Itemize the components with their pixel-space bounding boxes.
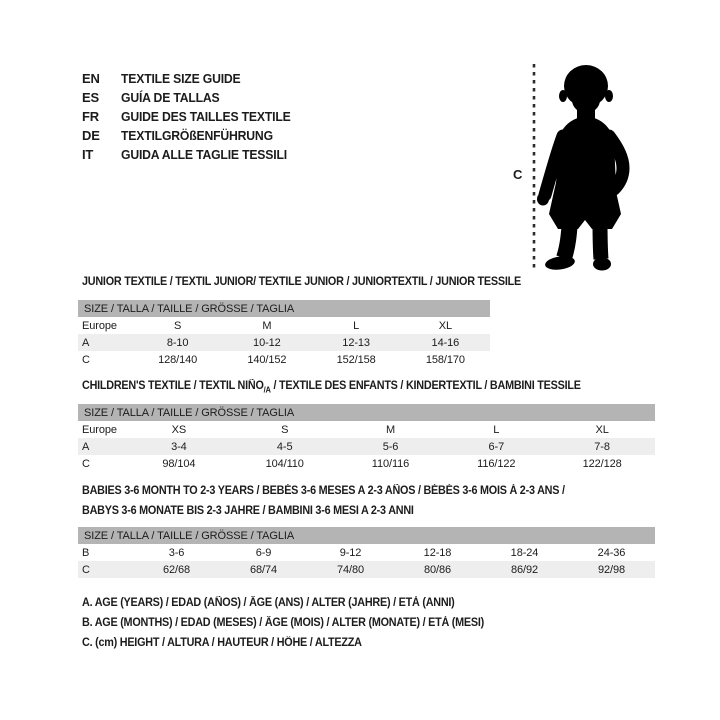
size-cell: XL bbox=[438, 319, 452, 332]
table-row bbox=[78, 334, 490, 351]
babies-table-title bbox=[82, 481, 596, 521]
children-title-pre: CHILDREN'S TEXTILE / TEXTIL NIÑO bbox=[82, 380, 264, 392]
size-cell: 128/140 bbox=[158, 353, 198, 366]
size-cell: 158/170 bbox=[425, 353, 465, 366]
table-row bbox=[78, 455, 655, 472]
size-cell: 10-12 bbox=[253, 336, 281, 349]
size-cell: 12-13 bbox=[342, 336, 370, 349]
table-row bbox=[78, 300, 490, 317]
babies-size-table bbox=[78, 527, 655, 578]
language-label: TEXTILE SIZE GUIDE bbox=[121, 71, 241, 86]
size-cell: 3-4 bbox=[171, 440, 187, 453]
size-cell: 62/68 bbox=[162, 563, 191, 576]
children-table-title bbox=[82, 376, 613, 400]
size-cell: 152/158 bbox=[336, 353, 376, 366]
size-cell: XL bbox=[595, 423, 609, 436]
size-header-bar: SIZE / TALLA / TAILLE / GRÖSSE / TAGLIA bbox=[78, 404, 655, 421]
language-row bbox=[82, 69, 301, 88]
row-label-cell: C bbox=[82, 457, 90, 470]
size-cell: 8-10 bbox=[166, 336, 189, 349]
size-cell: 18-24 bbox=[510, 546, 539, 559]
language-list bbox=[82, 69, 301, 164]
size-cell: 74/80 bbox=[336, 563, 365, 576]
junior-table-title-text: JUNIOR TEXTILE / TEXTIL JUNIOR/ TEXTILE JUNIOR / JUNIORTEXTIL / JUNIOR TESSILE bbox=[82, 276, 521, 288]
row-label-cell: Europe bbox=[82, 423, 117, 436]
children-size-table bbox=[78, 404, 655, 472]
legend-line-b: B. AGE (MONTHS) / EDAD (MESES) / ÂGE (MOIS) / ALTER (MONATE) / ETÀ (MESI) bbox=[82, 617, 485, 629]
size-cell: 68/74 bbox=[249, 563, 278, 576]
row-label-cell: B bbox=[82, 546, 90, 559]
size-cell: 24-36 bbox=[597, 546, 626, 559]
child-silhouette-figure bbox=[500, 48, 670, 274]
size-cell: 6-9 bbox=[255, 546, 272, 559]
language-row bbox=[82, 107, 301, 126]
children-title-post: / TEXTILE DES ENFANTS / KINDERTEXTIL / BAMBINI TESSILE bbox=[270, 380, 581, 392]
size-header-bar: SIZE / TALLA / TAILLE / GRÖSSE / TAGLIA bbox=[78, 300, 490, 317]
size-cell: L bbox=[493, 423, 500, 436]
table-row bbox=[78, 421, 655, 438]
row-label-cell: C bbox=[82, 353, 90, 366]
measure-legend bbox=[82, 593, 510, 653]
language-code: IT bbox=[82, 147, 94, 162]
size-cell: S bbox=[281, 423, 289, 436]
language-row bbox=[82, 145, 301, 164]
size-cell: 86/92 bbox=[510, 563, 539, 576]
table-row bbox=[78, 561, 655, 578]
language-label: GUÍA DE TALLAS bbox=[121, 90, 220, 105]
size-cell: 98/104 bbox=[162, 457, 196, 470]
table-row bbox=[78, 527, 655, 544]
height-measure-label: C bbox=[513, 167, 523, 182]
size-cell: 110/116 bbox=[371, 457, 410, 470]
size-cell: 12-18 bbox=[423, 546, 452, 559]
size-cell: 116/122 bbox=[477, 457, 516, 470]
language-code: EN bbox=[82, 71, 100, 86]
children-table-title-text bbox=[82, 376, 581, 400]
size-cell: M bbox=[385, 423, 396, 436]
size-cell: 6-7 bbox=[488, 440, 505, 453]
row-label-cell: A bbox=[82, 336, 90, 349]
babies-table-title-line2: BABYS 3-6 MONATE BIS 2-3 JAHRE / BAMBINI 3-6 MESI A 2-3 ANNI bbox=[82, 505, 414, 517]
size-cell: 14-16 bbox=[431, 336, 460, 349]
row-label-cell: C bbox=[82, 563, 90, 576]
size-cell: 104/110 bbox=[265, 457, 304, 470]
size-cell: 140/152 bbox=[247, 353, 287, 366]
table-row bbox=[78, 404, 655, 421]
size-cell: 92/98 bbox=[597, 563, 626, 576]
language-code: FR bbox=[82, 109, 99, 124]
toddler-silhouette bbox=[537, 65, 623, 272]
legend-line-a: A. AGE (YEARS) / EDAD (AÑOS) / ÂGE (ANS) / ALTER (JAHRE) / ETÀ (ANNI) bbox=[82, 597, 455, 609]
size-cell: S bbox=[174, 319, 182, 332]
row-label-cell: A bbox=[82, 440, 90, 453]
language-row bbox=[82, 88, 301, 107]
table-row bbox=[78, 544, 655, 561]
language-label: GUIDE DES TAILLES TEXTILE bbox=[121, 109, 291, 124]
junior-table-title bbox=[82, 272, 549, 292]
size-header-bar: SIZE / TALLA / TAILLE / GRÖSSE / TAGLIA bbox=[78, 527, 655, 544]
size-cell: M bbox=[262, 319, 272, 332]
language-row bbox=[82, 126, 301, 145]
children-title-sub: /A bbox=[263, 385, 271, 395]
language-label: GUIDA ALLE TAGLIE TESSILI bbox=[121, 147, 287, 162]
language-code: ES bbox=[82, 90, 99, 105]
size-cell: 122/128 bbox=[582, 457, 622, 470]
size-cell: 3-6 bbox=[168, 546, 185, 559]
size-cell: L bbox=[353, 319, 360, 332]
size-cell: 5-6 bbox=[382, 440, 399, 453]
size-cell: 7-8 bbox=[594, 440, 610, 453]
size-cell: XS bbox=[171, 423, 187, 436]
row-label-cell: Europe bbox=[82, 319, 117, 332]
table-row bbox=[78, 438, 655, 455]
table-row bbox=[78, 351, 490, 368]
language-code: DE bbox=[82, 128, 100, 143]
table-row bbox=[78, 317, 490, 334]
size-cell: 9-12 bbox=[339, 546, 362, 559]
language-label: TEXTILGRÖßENFÜHRUNG bbox=[121, 128, 273, 143]
size-cell: 4-5 bbox=[276, 440, 293, 453]
legend-line-c: C. (cm) HEIGHT / ALTURA / HAUTEUR / HÖHE / ALTEZZA bbox=[82, 637, 362, 649]
babies-table-title-line1: BABIES 3-6 MONTH TO 2-3 YEARS / BEBÉS 3-6 MESES A 2-3 AÑOS / BÉBÉS 3-6 MOIS À 2-3 ANS / bbox=[82, 485, 565, 497]
size-cell: 80/86 bbox=[423, 563, 452, 576]
junior-size-table bbox=[78, 300, 490, 368]
